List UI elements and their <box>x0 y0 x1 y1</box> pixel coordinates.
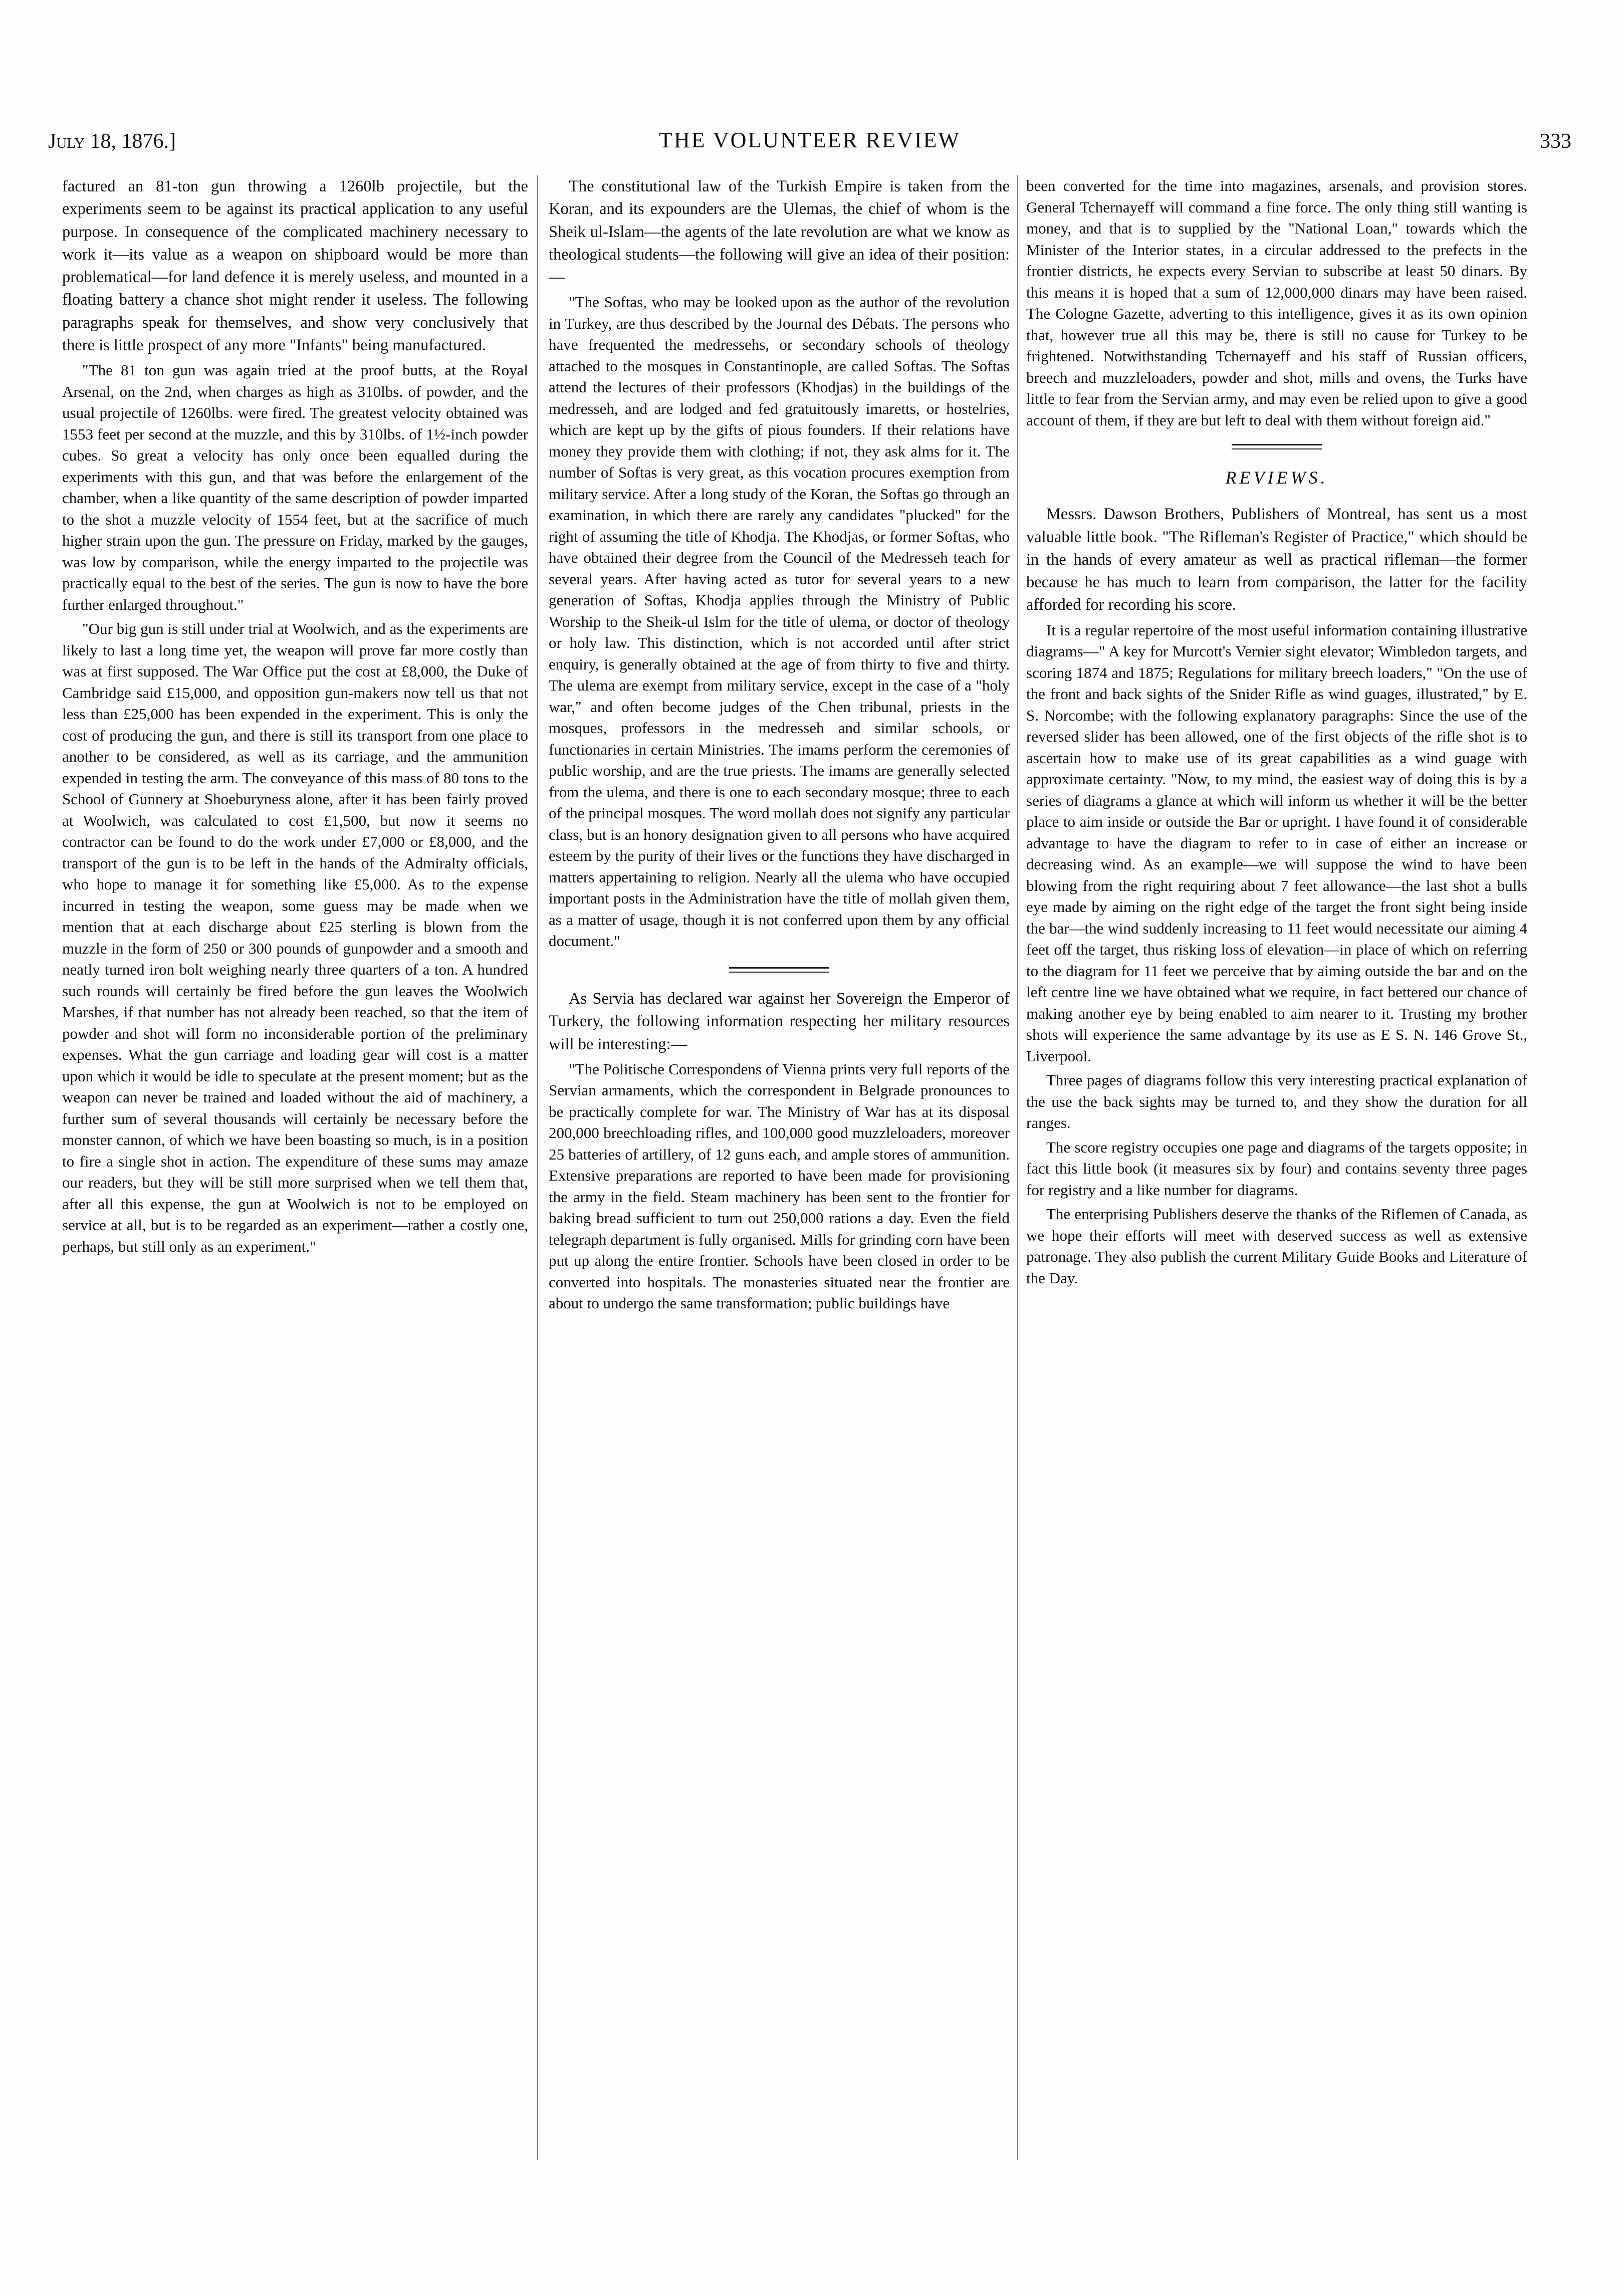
page-header <box>48 124 1571 159</box>
paragraph: "The Politische Correspondens of Vienna prints very full reports of the Servian armaments, which the correspondent in Belgrade pronounces to be practically complete for war. The Ministry of War has at its disposal 200,000 breechloading rifles, and 100,000 good muzzleloaders, moreover 25 batteries of artillery, of 12 guns each, and ample stores of ammunition. Extensive preparations are reported to have been made for provisioning the army in the field. Steam machinery has been sent to the frontier for baking bread sufficient to turn out 250,000 rations a day. Even the field telegraph department is fully organised. Mills for grinding corn have been put up along the entire frontier. Schools have been closed in order to be converted into hospitals. The monasteries situated near the frontier are about to undergo the same transformation; public buildings have <box>549 1060 1010 1312</box>
column-2 <box>549 175 1010 2200</box>
column-rule <box>1017 175 1018 2160</box>
paragraph: The enterprising Publishers deserve the thanks of the Riflemen of Canada, as we hope their efforts will meet with deserved success as well as extensive patronage. They also publish the current Military Guide Books and Literature of the Day. <box>1026 1205 1527 1287</box>
section-divider <box>1232 444 1322 449</box>
paragraph: been converted for the time into magazines, arsenals, and provision stores. General Tchernayeff will command a fine force. The only thing still wanting is money, and that is to supplied by the "National Loan," towards which the Minister of the Interior states, in a circular addressed to the prefects in the frontier districts, he expects every Servian to subscribe at least 50 dinars. By this means it is hoped that a sum of 12,000,000 dinars may have been raised. The Cologne Gazette, adverting to this intelligence, gives it as its own opinion that, however true all this may be, there is still no cause for Turkey to be frightened. Notwithstanding Tchernayeff and his staff of Russian officers, breech and muzzleloaders, powder and shot, mills and ovens, the Turks have little to fear from the Servian army, and may even be relied upon to give a good account of them, if they are but left to deal with them without foreign aid." <box>1026 177 1527 429</box>
column-rule <box>537 175 538 2160</box>
section-divider <box>729 967 829 973</box>
section-heading: REVIEWS. <box>1225 468 1328 488</box>
paragraph: "Our big gun is still under trial at Woolwich, and as the experiments are likely to last a long time yet, the weapon will prove far more costly than was at first supposed. The War Office put the cost at £8,000, the Duke of Cambridge said £15,000, and opposition gun-makers now tell us that not less than £25,000 has been expended in the experiment. This is only the cost of producing the gun, and there is still its transport from one place to another to be considered, as well as its carriage, and the ammunition expended in testing the arm. The conveyance of this mass of 80 tons to the School of Gunnery at Shoeburyness alone, after it has been fairly proved at Woolwich, was calculated to cost £1,500, but now it seems no contractor can be found to do the work under £7,000 or £8,000, and the transport of the gun is to be left in the hands of the Admiralty officials, who hope to manage it for something like £5,000. As to the expense incurred in testing the weapon, some guess may be made when we mention that at each discharge about £25 sterling is blown from the muzzle in the form of 250 or 300 pounds of gunpowder and a smooth and neatly turned iron bolt weighing nearly three quarters of a ton. A hundred such rounds will certainly be fired before the gun leaves the Woolwich Marshes, if that number has not already been reached, so that the item of powder and shot will form no inconsiderable portion of the preliminary expenses. What the gun carriage and loading gear will cost is a matter upon which it would be idle to speculate at the present moment; but as the weapon can never be trained and loaded without the aid of machinery, a further sum of several thousands will certainly be necessary before the monster cannon, of which we have been boasting so much, is in a position to fire a single shot in action. The expenditure of these sums may amaze our readers, but they will be still more surprised when we tell them that, after all this expense, the gun at Woolwich is not to be employed on service at all, but is to be regarded as an experiment—rather a costly one, perhaps, but still only as an experiment." <box>62 620 528 1255</box>
paragraph: "The Softas, who may be looked upon as the author of the revolution in Turkey, are thus described by the Journal des Débats. The persons who have frequented the medressehs, or secondary schools of theology attached to the mosques in Constantinople, are called Softas. The Softas attend the lectures of their professors (Khodjas) in the buildings of the medresseh, and are lodged and fed gratuitously imaretts, or hostelries, which are kept up by the gifts of pious founders. If their relations have money they provide them with clothing; if not, they ask alms for it. The number of Softas is very great, as this vocation procures exemption from military service. After a long study of the Koran, the Softas go through an examination, in which there are rarely any candidates "plucked" for the right of assuming the title of Khodja. The Khodjas, or former Softas, who have obtained their degree from the Council of the Medresseh teach for several years. After having acted as tutor for several years to a new generation of Softas, Khodja applies through the Ministry of Public Worship to the Sheik-ul Islm for the title of ulema, or doctor of theology or holy law. This distinction, which is not accorded until after strict enquiry, is generally obtained at the age of from thirty to five and thirty. The ulema are exempt from military service, except in the case of a "holy war," and often become judges of the Chen tribunal, priests in the mosques, professors in the medresseh and similar schools, or functionaries in certain Ministries. The imams perform the ceremonies of public worship, and are the true priests. The imams are generally selected from the ulema, and there is one to each secondary mosque; three to each of the principal mosques. The word mollah does not signify any particular class, but is an honory designation given to all persons who have acquired esteem by the purity of their lives or the functions they have discharged in matters appertaining to religion. Nearly all the ulema who have occupied important posts in the Administration have the title of mollah given them, as a matter of usage, though it is not conferred upon them by any official document." <box>549 293 1010 950</box>
paragraph: "The 81 ton gun was again tried at the proof butts, at the Royal Arsenal, on the 2nd, when charges as high as 310lbs. of powder, and the usual projectile of 1260lbs. were fired. The greatest velocity obtained was 1553 feet per second at the muzzle, and this by 310lbs. of 1½-inch powder cubes. So great a velocity has only once been equalled during the experiments with this gun, and that was before the enlargement of the chamber, when a like quantity of the same description of powder imparted to the shot a muzzle velocity of 1554 feet, but at the sacrifice of much higher strain upon the gun. The pressure on Friday, marked by the gauges, was low by comparison, while the energy imparted to the projectile was practically equal to the best of the series. The gun is now to have the bore further enlarged throughout." <box>62 361 528 613</box>
page-number: 333 <box>1540 130 1571 153</box>
paragraph: As Servia has declared war against her Sovereign the Emperor of Turkery, the following information respecting her military resources will be interesting:— <box>549 989 1010 1053</box>
column-3 <box>1026 175 1527 2200</box>
column-1 <box>62 175 528 2200</box>
paragraph: The constitutional law of the Turkish Empire is taken from the Koran, and its expounders are the Ulemas, the chief of whom is the Sheik ul-Islam—the agents of the late revolution are what we know as theological students—the following will give an idea of their position:— <box>549 177 1010 287</box>
paragraph: factured an 81-ton gun throwing a 1260lb projectile, but the experiments seem to be against its practical application to any useful purpose. In consequence of the complicated machinery necessary to work it—its value as a weapon on shipboard would be more than problematical—for land defence it is merely useless, and mounted in a floating battery a chance shot might render it useless. The following paragraphs speak for themselves, and show very conclusively that there is little prospect of any more "Infants" being manufactured. <box>62 177 528 355</box>
paragraph: The score registry occupies one page and diagrams of the targets opposite; in fact this little book (it measures six by four) and contains seventy three pages for registry and a like number for diagrams. <box>1026 1138 1527 1199</box>
paragraph: Messrs. Dawson Brothers, Publishers of Montreal, has sent us a most valuable little book. "The Rifleman's Register of Practice," which should be in the hands of every amateur as well as practical rifleman—the former because he has much to learn from comparison, the latter for the facility afforded for recording his score. <box>1026 505 1527 614</box>
paragraph: Three pages of diagrams follow this very interesting practical explanation of the use the back sights may be turned to, and they show the duration for all ranges. <box>1026 1071 1527 1132</box>
issue-date: July 18, 1876.] <box>48 130 176 153</box>
publication-title: THE VOLUNTEER REVIEW <box>659 128 961 152</box>
paragraph: It is a regular repertoire of the most useful information containing illustrative diagrams—" A key for Murcott's Vernier sight elevator; Wimbledon targets, and scoring 1874 and 1875; Regulations for military breech loaders," "On the use of the front and back sights of the Snider Rifle as wind guages, illustrated," by E. S. Norcombe; with the following explanatory paragraphs: Since the use of the reversed slider has been allowed, one of the first objects of the rifle shot is to ascertain how to make use of its great capabilities as a wind guage with approximate certainty. "Now, to my mind, the easiest way of doing this is by a series of diagrams a glance at which will inform us whether it will be the better place to aim inside or outside the Bar or upright. I have found it of considerable advantage to have the diagram to refer to in case of either an increase or decreasing wind. As an example—we will suppose the wind to have been blowing from the right requiring about 7 feet allowance—the last shot a bulls eye made by aiming on the right edge of the target the front sight being inside the bar—the wind suddenly increasing to 11 feet would necessitate our aiming 4 feet off the target, thus risking loss of elevation—in place of which on referring to the diagram for 11 feet we perceive that by aiming outside the bar and on the left centre line we have obtained what we require, in fact bettered our chance of making another eye by being enabled to aim nearer to it. Trusting my brother shots will experience the same advantage by its use as E S. N. 146 Grove St., Liverpool. <box>1026 621 1527 1065</box>
